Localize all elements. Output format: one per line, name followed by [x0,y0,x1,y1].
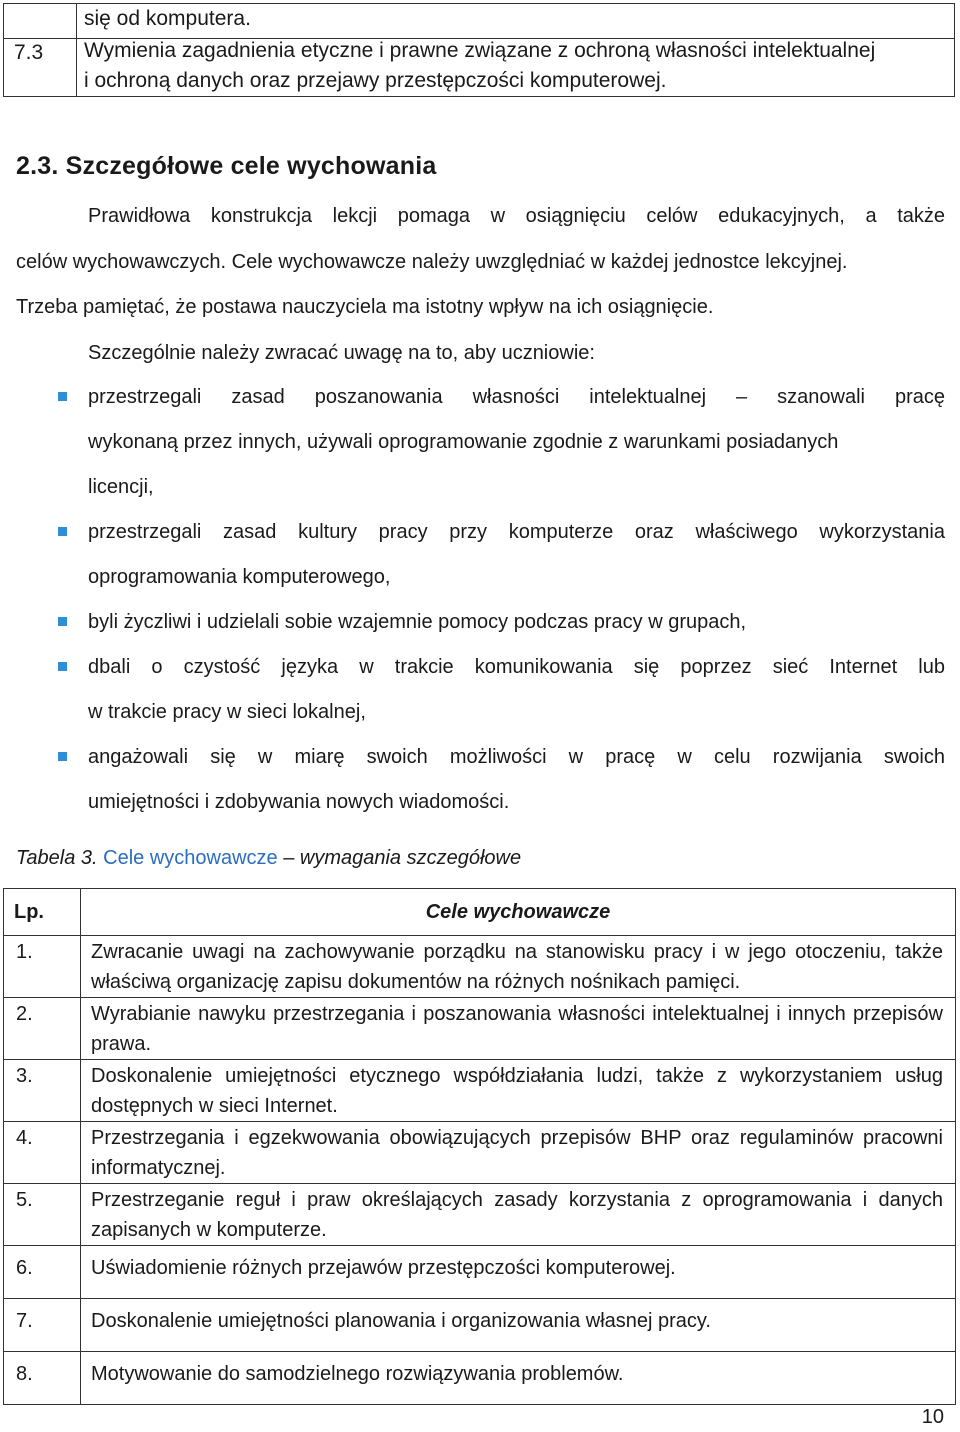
paragraph-line: Prawidłowa konstrukcja lekcji pomaga w osiągnięciu celów edukacyjnych, a także [88,205,945,227]
square-bullet-icon [58,662,67,671]
row-number: 6. [4,1246,81,1299]
table-column-divider [76,4,77,96]
caption-rest: – wymagania szczegółowe [277,847,522,869]
square-bullet-icon [58,527,67,536]
table-cell-text: Wymienia zagadnienia etyczne i prawne związane z ochroną własności intelektualnej [84,39,876,62]
list-lead-text: Szczególnie należy zwracać uwagę na to, aby uczniowie: [88,342,595,364]
goals-table [3,888,956,1405]
table-header-row [4,889,956,936]
paragraph-line: Trzeba pamiętać, że postawa nauczyciela ma istotny wpływ na ich osiągnięcie. [16,296,714,318]
row-number: 7. [4,1299,81,1352]
continuation-table [3,3,955,97]
table-row [4,1299,956,1352]
column-header-lp: Lp. [4,889,81,936]
square-bullet-icon [58,392,67,401]
table-row [4,1060,956,1122]
row-text: Doskonalenie umiejętności planowania i organizowania własnej pracy. [81,1299,956,1352]
row-text: Motywowanie do samodzielnego rozwiązywania problemów. [81,1352,956,1405]
list-item-line: wykonaną przez innych, używali oprogramowanie zgodnie z warunkami posiadanych [88,431,839,453]
list-item-line: w trakcie pracy w sieci lokalnej, [88,701,366,723]
row-number: 8. [4,1352,81,1405]
list-item-line: angażowali się w miarę swoich możliwości w pracę w celu rozwijania swoich [88,746,945,768]
row-text: Przestrzeganie reguł i praw określających zasady korzystania z oprogramowania i danych zapisanych w komputerze. [81,1184,956,1246]
table-row [4,1184,956,1246]
table-row [4,998,956,1060]
row-text: Uświadomienie różnych przejawów przestępczości komputerowej. [81,1246,956,1299]
row-text: Wyrabianie nawyku przestrzegania i poszanowania własności intelektualnej i innych przepisów prawa. [81,998,956,1060]
table-row [4,1246,956,1299]
row-number: 3. [4,1060,81,1122]
list-item-line: umiejętności i zdobywania nowych wiadomości. [88,791,510,813]
caption-label: Tabela 3. [16,847,98,869]
list-item-line: przestrzegali zasad poszanowania własności intelektualnej – szanowali pracę [88,386,945,408]
table-caption [16,847,521,870]
row-number: 4. [4,1122,81,1184]
table-cell-text: i ochroną danych oraz przejawy przestępczości komputerowej. [84,69,667,92]
list-item-line: oprogramowania komputerowego, [88,566,391,588]
square-bullet-icon [58,617,67,626]
page-number: 10 [921,1406,944,1428]
row-number: 5. [4,1184,81,1246]
row-text: Zwracanie uwagi na zachowywanie porządku na stanowisku pracy i w jego otoczeniu, także właściwą organizację zapisu dokumentów na różnych nośnikach pamięci. [81,936,956,998]
table-cell-number: 7.3 [14,41,44,64]
row-number: 1. [4,936,81,998]
list-item-line: przestrzegali zasad kultury pracy przy komputerze oraz właściwego wykorzystania [88,521,945,543]
row-text: Doskonalenie umiejętności etycznego współdziałania ludzi, także z wykorzystaniem usług dostępnych w sieci Internet. [81,1060,956,1122]
section-heading: 2.3. Szczegółowe cele wychowania [16,152,437,180]
table-row [4,1122,956,1184]
list-item-line: dbali o czystość języka w trakcie komunikowania się poprzez sieć Internet lub [88,656,945,678]
table-row [4,1352,956,1405]
row-text: Przestrzegania i egzekwowania obowiązujących przepisów BHP oraz regulaminów pracowni informatycznej. [81,1122,956,1184]
caption-title: Cele wychowawcze [103,847,278,869]
column-header-goals: Cele wychowawcze [81,889,956,936]
paragraph-line: celów wychowawczych. Cele wychowawcze należy uwzględniać w każdej jednostce lekcyjnej. [16,251,848,273]
table-cell-text: się od komputera. [84,7,251,30]
table-row [4,936,956,998]
square-bullet-icon [58,752,67,761]
row-number: 2. [4,998,81,1060]
list-item-line: licencji, [88,476,154,498]
list-item-line: byli życzliwi i udzielali sobie wzajemnie pomocy podczas pracy w grupach, [88,611,747,633]
